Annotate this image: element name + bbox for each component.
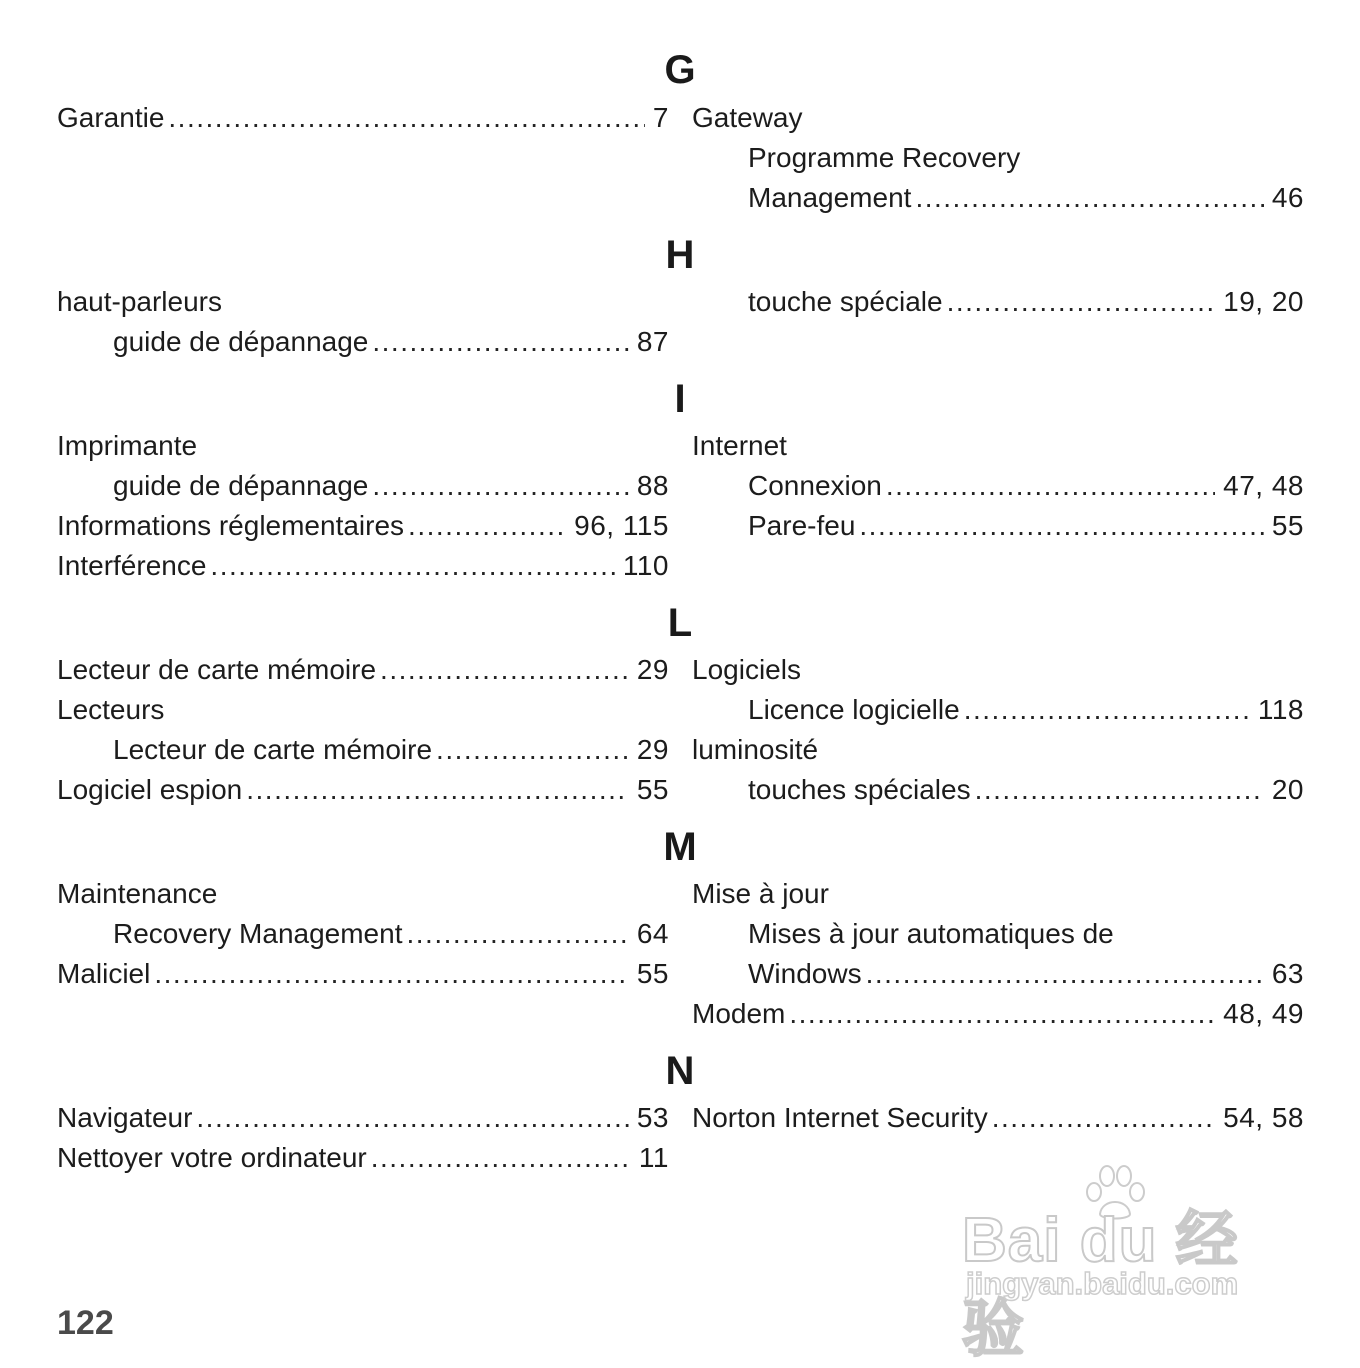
index-entry: [57, 770, 669, 810]
dot-leader: [154, 954, 628, 994]
dot-leader: [964, 690, 1250, 730]
index-entry: [57, 1098, 669, 1138]
entry-pages: 46: [1271, 182, 1304, 213]
entry-label: touche spéciale: [748, 286, 943, 317]
dot-leader: [975, 770, 1264, 810]
entry-pages: 29: [636, 734, 669, 765]
entry-pages: 19, 20: [1223, 286, 1304, 317]
index-entry: [692, 426, 1304, 466]
entry-label: touches spéciales: [748, 774, 971, 805]
entry-label: Navigateur: [57, 1102, 193, 1133]
section-letter-n: N: [665, 1049, 695, 1093]
entry-label: Pare-feu: [748, 510, 856, 541]
entry-label: Lecteurs: [57, 694, 165, 725]
entry-label: Licence logicielle: [748, 694, 960, 725]
index-entry: [57, 426, 669, 466]
entry-pages: 7: [652, 102, 669, 133]
dot-leader: [246, 770, 629, 810]
index-subentry: [748, 282, 1304, 322]
index-subentry: [748, 178, 1304, 218]
entry-label: Informations réglementaires: [57, 510, 405, 541]
entry-pages: 55: [636, 958, 669, 989]
entry-pages: 63: [1271, 958, 1304, 989]
index-subentry: [113, 914, 669, 954]
entry-pages: 55: [636, 774, 669, 805]
section-letter-h: H: [665, 233, 695, 277]
entry-pages: 118: [1257, 694, 1304, 725]
entry-pages: 29: [636, 654, 669, 685]
entry-label: Lecteur de carte mémoire: [113, 734, 433, 765]
index-subentry: [113, 466, 669, 506]
index-entry: [692, 1098, 1304, 1138]
index-entry: [57, 954, 669, 994]
dot-leader: [915, 178, 1263, 218]
entry-label: Mises à jour automatiques de: [748, 918, 1114, 949]
entry-pages: 47, 48: [1223, 470, 1304, 501]
dot-leader: [210, 546, 614, 586]
entry-label: Recovery Management: [113, 918, 403, 949]
entry-label: Programme Recovery: [748, 142, 1021, 173]
entry-pages: 88: [636, 470, 669, 501]
index-entry: [57, 874, 669, 914]
baidu-jingyan-watermark: [962, 1162, 1282, 1364]
dot-leader: [947, 282, 1216, 322]
index-entry: [692, 98, 1304, 138]
entry-label: Interférence: [57, 550, 207, 581]
index-subentry: [748, 954, 1304, 994]
index-entry: [57, 1138, 669, 1178]
section-letter-g: G: [664, 48, 696, 92]
entry-label: Mise à jour: [692, 878, 829, 909]
watermark-logo-text: Bai du 经验: [962, 1206, 1239, 1364]
entry-pages: 54, 58: [1223, 1102, 1304, 1133]
page-number: 122: [57, 1304, 114, 1342]
index-entry: [57, 98, 669, 138]
entry-label: Maliciel: [57, 958, 151, 989]
index-subentry: [748, 770, 1304, 810]
entry-pages: 110: [622, 550, 669, 581]
entry-label: Maintenance: [57, 878, 218, 909]
index-entry: [57, 282, 669, 322]
index-subentry: [113, 322, 669, 362]
index-subentry: [748, 914, 1304, 954]
entry-pages: 48, 49: [1223, 998, 1304, 1029]
entry-pages: 55: [1271, 510, 1304, 541]
entry-pages: 20: [1271, 774, 1304, 805]
entry-label: Imprimante: [57, 430, 198, 461]
dot-leader: [789, 994, 1215, 1034]
entry-label: Nettoyer votre ordinateur: [57, 1142, 367, 1173]
dot-leader: [380, 650, 629, 690]
index-entry: [692, 874, 1304, 914]
dot-leader: [372, 322, 628, 362]
entry-label: guide de dépannage: [113, 326, 369, 357]
index-entry: [692, 730, 1304, 770]
index-subentry: [748, 466, 1304, 506]
entry-label: Modem: [692, 998, 786, 1029]
index-entry: [692, 994, 1304, 1034]
dot-leader: [168, 98, 645, 138]
entry-pages: 64: [636, 918, 669, 949]
dot-leader: [406, 914, 628, 954]
dot-leader: [436, 730, 629, 770]
dot-leader: [371, 1138, 631, 1178]
entry-label: Gateway: [692, 102, 803, 133]
index-entry: [57, 506, 669, 546]
dot-leader: [866, 954, 1264, 994]
index-subentry: [748, 690, 1304, 730]
section-letter-m: M: [663, 825, 697, 869]
section-letter-i: I: [674, 377, 686, 421]
dot-leader: [992, 1098, 1215, 1138]
index-entry: [57, 546, 669, 586]
dot-leader: [886, 466, 1215, 506]
index-entry: [57, 650, 669, 690]
entry-label: Connexion: [748, 470, 882, 501]
entry-label: Management: [748, 182, 912, 213]
index-subentry: [748, 506, 1304, 546]
dot-leader: [196, 1098, 628, 1138]
dot-leader: [372, 466, 628, 506]
section-letter-l: L: [667, 601, 693, 645]
index-subentry: [113, 730, 669, 770]
entry-label: Lecteur de carte mémoire: [57, 654, 377, 685]
entry-label: Logiciel espion: [57, 774, 243, 805]
entry-label: Windows: [748, 958, 862, 989]
entry-pages: 96, 115: [574, 510, 669, 541]
entry-label: haut-parleurs: [57, 286, 222, 317]
index-subentry: [748, 138, 1304, 178]
entry-label: Logiciels: [692, 654, 801, 685]
entry-label: luminosité: [692, 734, 819, 765]
entry-pages: 11: [638, 1142, 669, 1173]
index-entry: [57, 690, 669, 730]
dot-leader: [408, 506, 566, 546]
watermark-url-text: jingyan.baidu.com: [966, 1266, 1239, 1301]
entry-label: Norton Internet Security: [692, 1102, 988, 1133]
entry-label: guide de dépannage: [113, 470, 369, 501]
dot-leader: [859, 506, 1263, 546]
index-entry: [692, 650, 1304, 690]
entry-label: Internet: [692, 430, 787, 461]
entry-label: Garantie: [57, 102, 165, 133]
entry-pages: 53: [636, 1102, 669, 1133]
entry-pages: 87: [636, 326, 669, 357]
